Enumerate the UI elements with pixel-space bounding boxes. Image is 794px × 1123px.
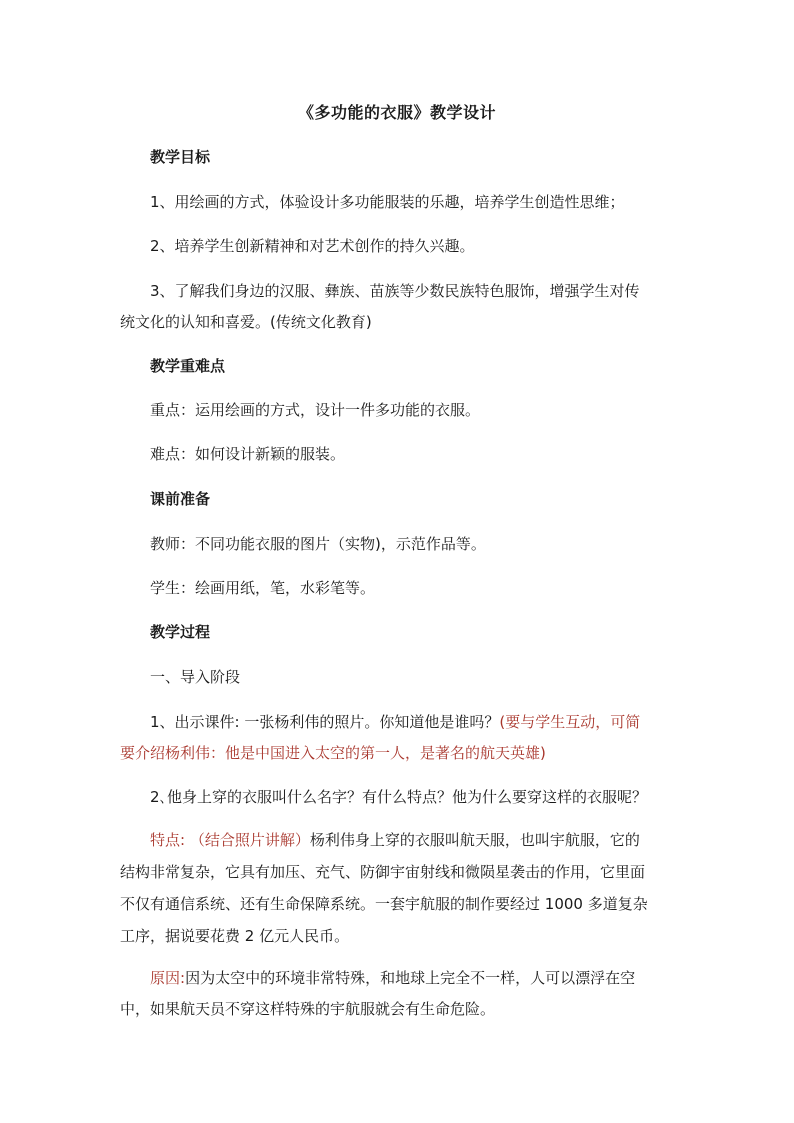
- document-title: 《多功能的衣服》教学设计: [297, 103, 496, 122]
- process-heading: 教学过程: [150, 623, 211, 641]
- step-1-line-2: 要介绍杨利伟：他是中国进入太空的第一人，是著名的航天英雄): [120, 744, 546, 762]
- feature-label: 特点:: [150, 831, 186, 849]
- step-1-note: (要与学生互动，可简: [499, 713, 641, 731]
- goal-item-3-line-2: 统文化的认知和喜爱。(传统文化教育): [120, 313, 372, 331]
- step-1-line-1: [150, 711, 710, 733]
- goal-item-3-line-1: 3、了解我们身边的汉服、彝族、苗族等少数民族特色服饰，增强学生对传: [150, 282, 640, 300]
- goals-heading: 教学目标: [150, 148, 211, 166]
- feature-line-3: 不仅有通信系统、还有生命保障系统。一套宇航服的制作要经过 1000 多道复杂: [120, 895, 648, 913]
- reason-label: 原因:: [150, 969, 186, 987]
- reason-text: 因为太空中的环境非常特殊，和地球上完全不一样，人可以漂浮在空: [185, 969, 636, 987]
- feature-note: （结合照片讲解）: [189, 831, 310, 849]
- key-point: 重点：运用绘画的方式，设计一件多功能的衣服。: [150, 401, 481, 419]
- hard-point: 难点：如何设计新颖的服装。: [150, 445, 346, 463]
- feature-line-2: 结构非常复杂，它具有加压、充气、防御宇宙射线和微陨星袭击的作用，它里面: [120, 863, 646, 881]
- goal-item-1: 1、用绘画的方式，体验设计多功能服装的乐趣，培养学生创造性思维；: [150, 193, 625, 211]
- step-1-text: 1、出示课件: 一张杨利伟的照片。你知道他是谁吗？: [150, 713, 500, 731]
- step-2: 2､他身上穿的衣服叫什么名字？有什么特点？他为什么要穿这样的衣服呢？: [150, 788, 648, 806]
- reason-line-2: 中，如果航天员不穿这样特殊的宇航服就会有生命危险。: [120, 1000, 496, 1018]
- reason-line-1: [150, 967, 710, 989]
- prep-heading: 课前准备: [150, 490, 211, 508]
- feature-text: 杨利伟身上穿的衣服叫航天服，也叫宇航服，它的: [309, 831, 640, 849]
- teacher-prep: 教师：不同功能衣服的图片（实物)，示范作品等。: [150, 535, 486, 553]
- feature-line-1: [150, 829, 710, 851]
- feature-line-4: 工序，据说要花费 2 亿元人民币。: [120, 927, 350, 945]
- stage-1-title: 一、导入阶段: [150, 668, 241, 686]
- student-prep: 学生：绘画用纸，笔，水彩笔等。: [150, 579, 376, 597]
- goal-item-2: 2、培养学生创新精神和对艺术创作的持久兴趣。: [150, 237, 475, 255]
- difficulty-heading: 教学重难点: [150, 357, 226, 375]
